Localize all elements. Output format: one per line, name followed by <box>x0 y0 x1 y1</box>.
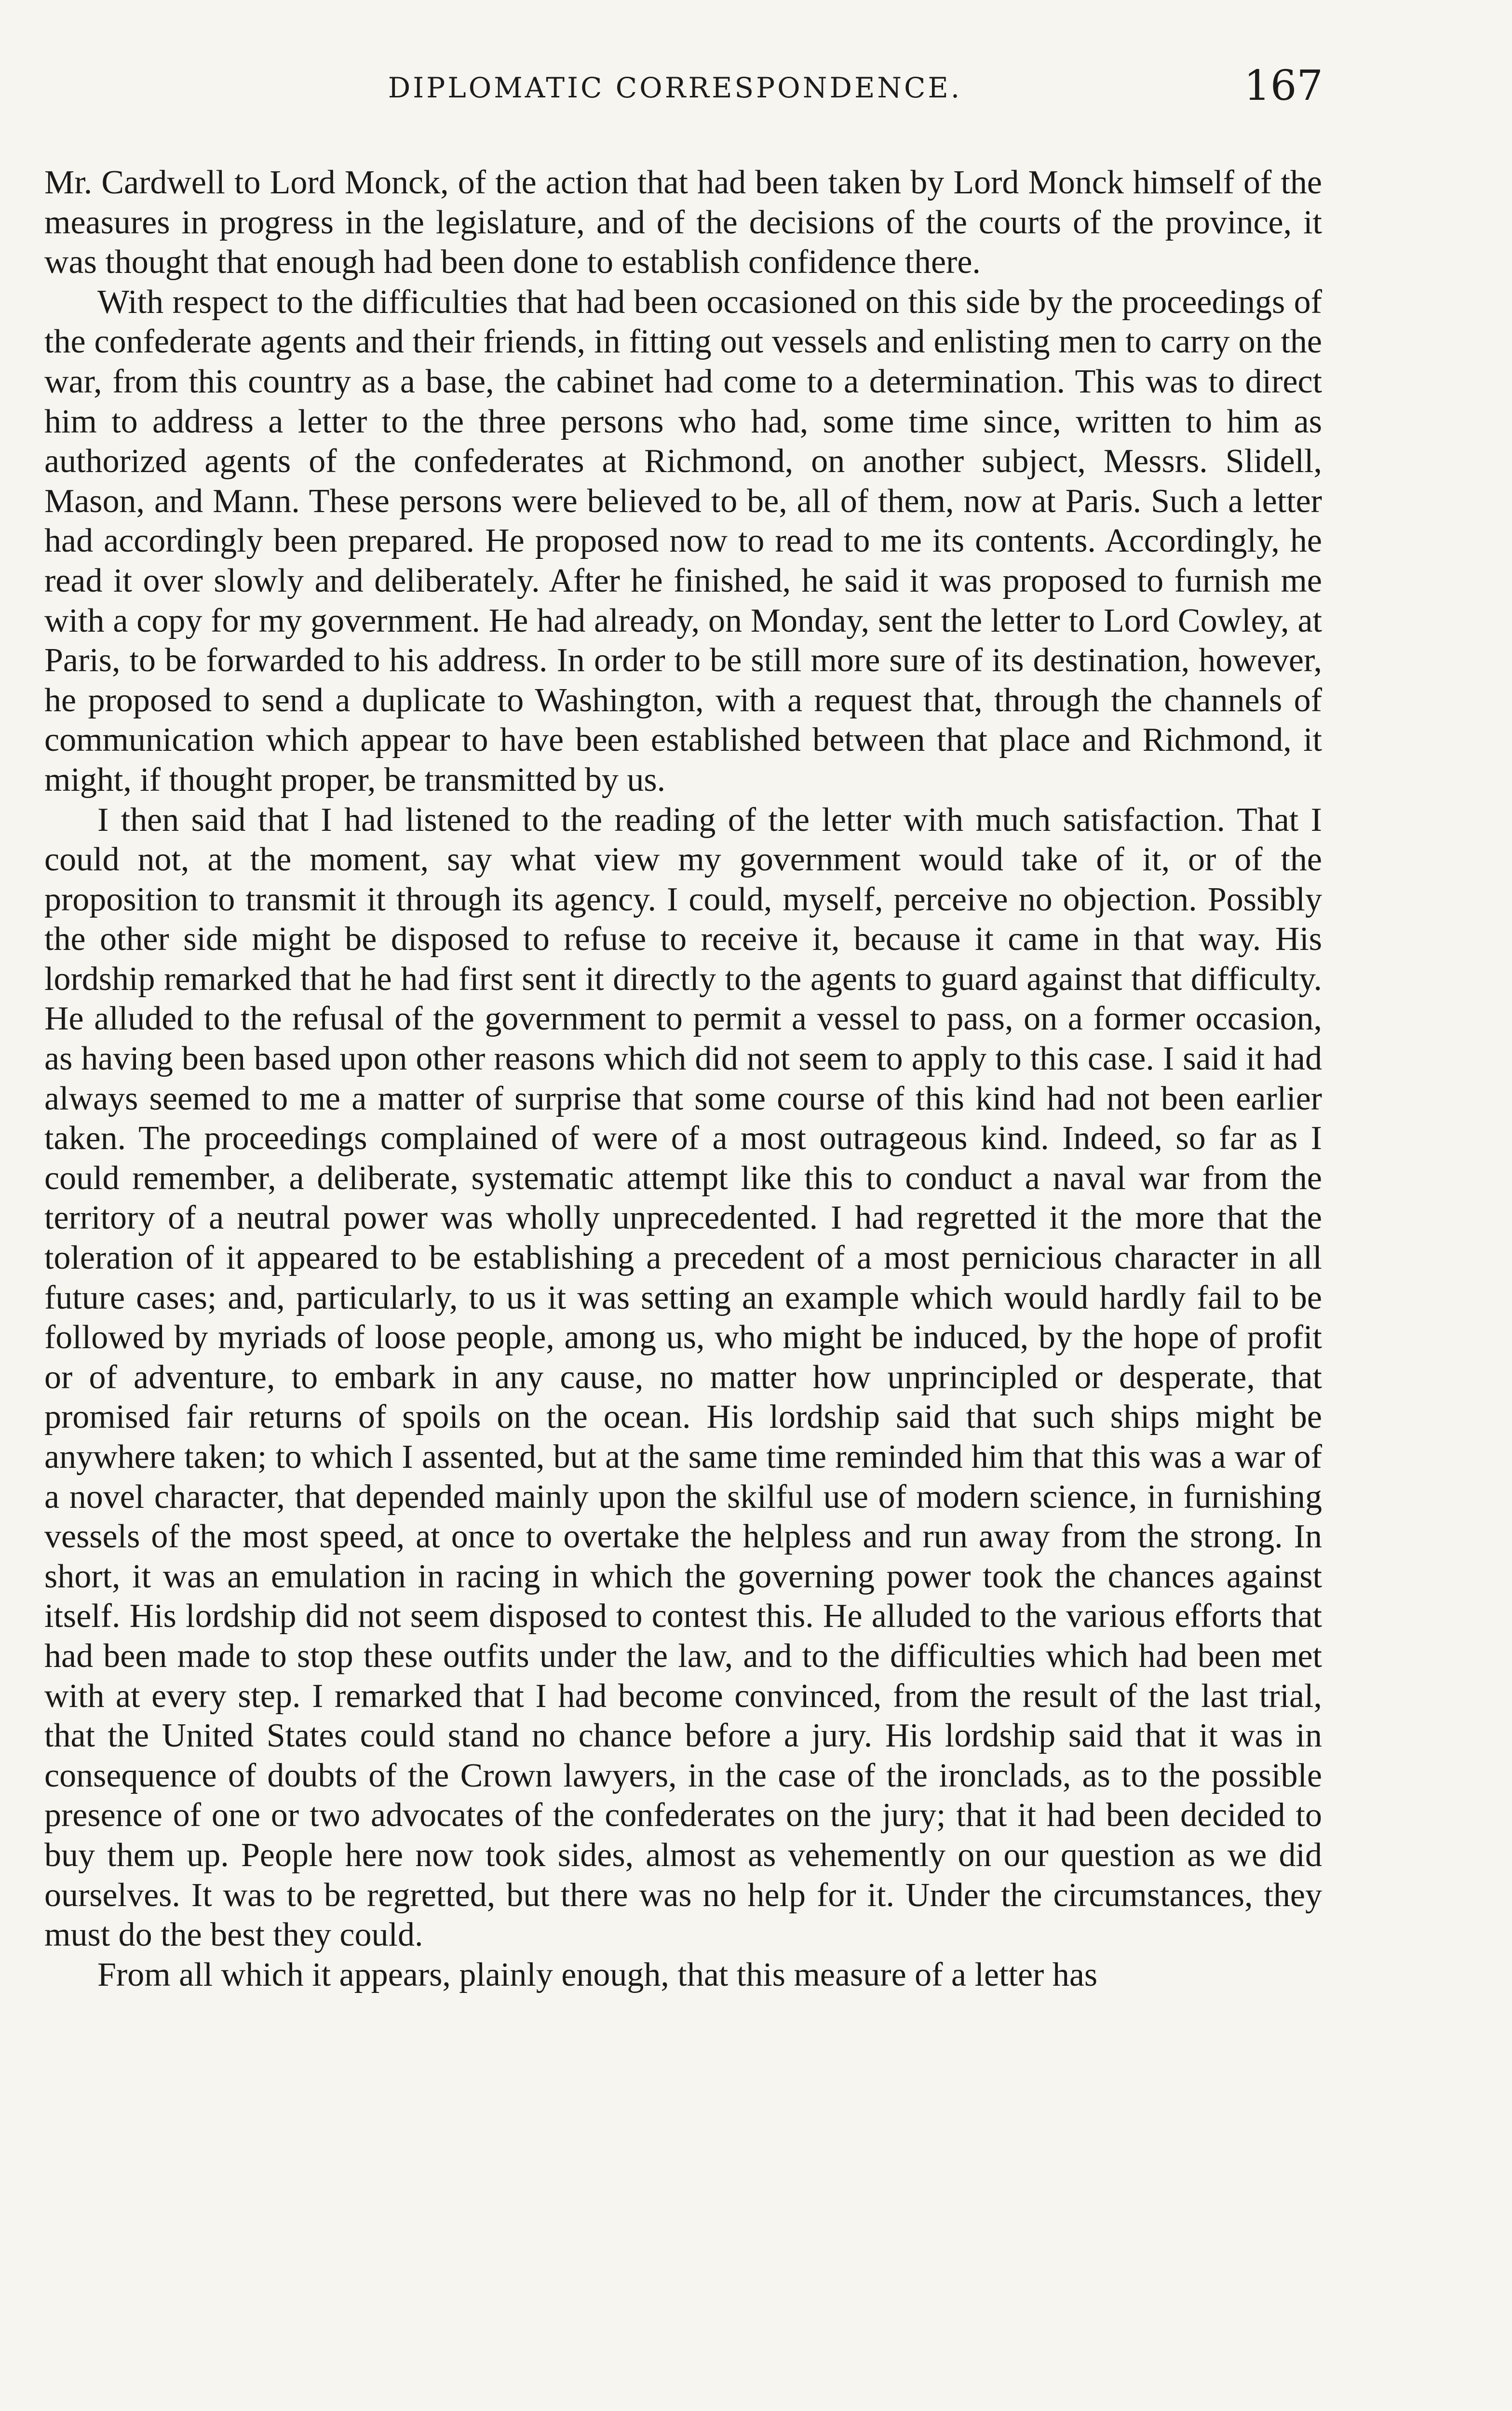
body-text <box>44 163 1322 1995</box>
paragraph-cabinet-determination: With respect to the difficulties that had been occasioned on this side by the proceedings of the confederate agents and their friends, in fitting out vessels and enlisting men to carry on the war, from this country as a base, the cabinet had come to a determination. This was to direct him to address a letter to the three persons who had, some time since, written to him as authorized agents of the confederates at Richmond, on another subject, Messrs. Slidell, Mason, and Mann. These persons were believed to be, all of them, now at Paris. Such a letter had accordingly been prepared. He proposed now to read to me its contents. Accordingly, he read it over slowly and deliberately. After he finished, he said it was proposed to furnish me with a copy for my government. He had already, on Monday, sent the letter to Lord Cowley, at Paris, to be forwarded to his address. In order to be still more sure of its destination, however, he proposed to send a duplicate to Washington, with a request that, through the channels of communication which appear to have been established between that place and Richmond, it might, if thought proper, be transmitted by us. <box>44 283 1322 799</box>
paragraph-reply: I then said that I had listened to the reading of the letter with much satisfaction. That I could not, at the moment, say what view my government would take of it, or of the proposition to transmit it through its agency. I could, myself, perceive no objection. Possibly the other side might be disposed to refuse to receive it, because it came in that way. His lordship remarked that he had first sent it directly to the agents to guard against that difficulty. He alluded to the refusal of the government to permit a vessel to pass, on a former occasion, as having been based upon other reasons which did not seem to apply to this case. I said it had always seemed to me a matter of surprise that some course of this kind had not been earlier taken. The proceedings complained of were of a most outrageous kind. Indeed, so far as I could remember, a deliberate, systematic attempt like this to conduct a naval war from the territory of a neutral power was wholly unprecedented. I had regretted it the more that the toleration of it appeared to be establishing a precedent of a most pernicious character in all future cases; and, particularly, to us it was setting an example which would hardly fail to be followed by myriads of loose people, among us, who might be induced, by the hope of profit or of adventure, to embark in any cause, no matter how unprincipled or desperate, that promised fair returns of spoils on the ocean. His lordship said that such ships might be anywhere taken; to which I assented, but at the same time reminded him that this was a war of a novel character, that depended mainly upon the skilful use of modern science, in furnishing vessels of the most speed, at once to overtake the helpless and run away from the strong. In short, it was an emulation in racing in which the governing power took the chances against itself. His lordship did not seem disposed to contest this. He alluded to the various efforts that had been made to stop these outfits under the law, and to the difficulties which had been met with at every step. I remarked that I had become convinced, from the result of the last trial, that the United States could stand no chance before a jury. His lordship said that it was in consequence of doubts of the Crown lawyers, in the case of the ironclads, as to the possible presence of one or two advocates of the confederates on the jury; that it had been decided to buy them up. People here now took sides, almost as vehemently on our question as we did ourselves. It was to be regretted, but there was no help for it. Under the circumstances, they must do the best they could. <box>44 801 1322 1954</box>
paragraph-continuation: Mr. Cardwell to Lord Monck, of the action that had been taken by Lord Monck himself of the measures in progress in the legislature, and of the decisions of the courts of the province, it was thought that enough had been done to establish confidence there. <box>44 164 1322 281</box>
paragraph-conclusion: From all which it appears, plainly enough, that this measure of a letter has <box>97 1956 1098 1993</box>
page-number: 167 <box>1244 62 1323 110</box>
running-head-title: DIPLOMATIC CORRESPONDENCE. <box>388 71 962 104</box>
